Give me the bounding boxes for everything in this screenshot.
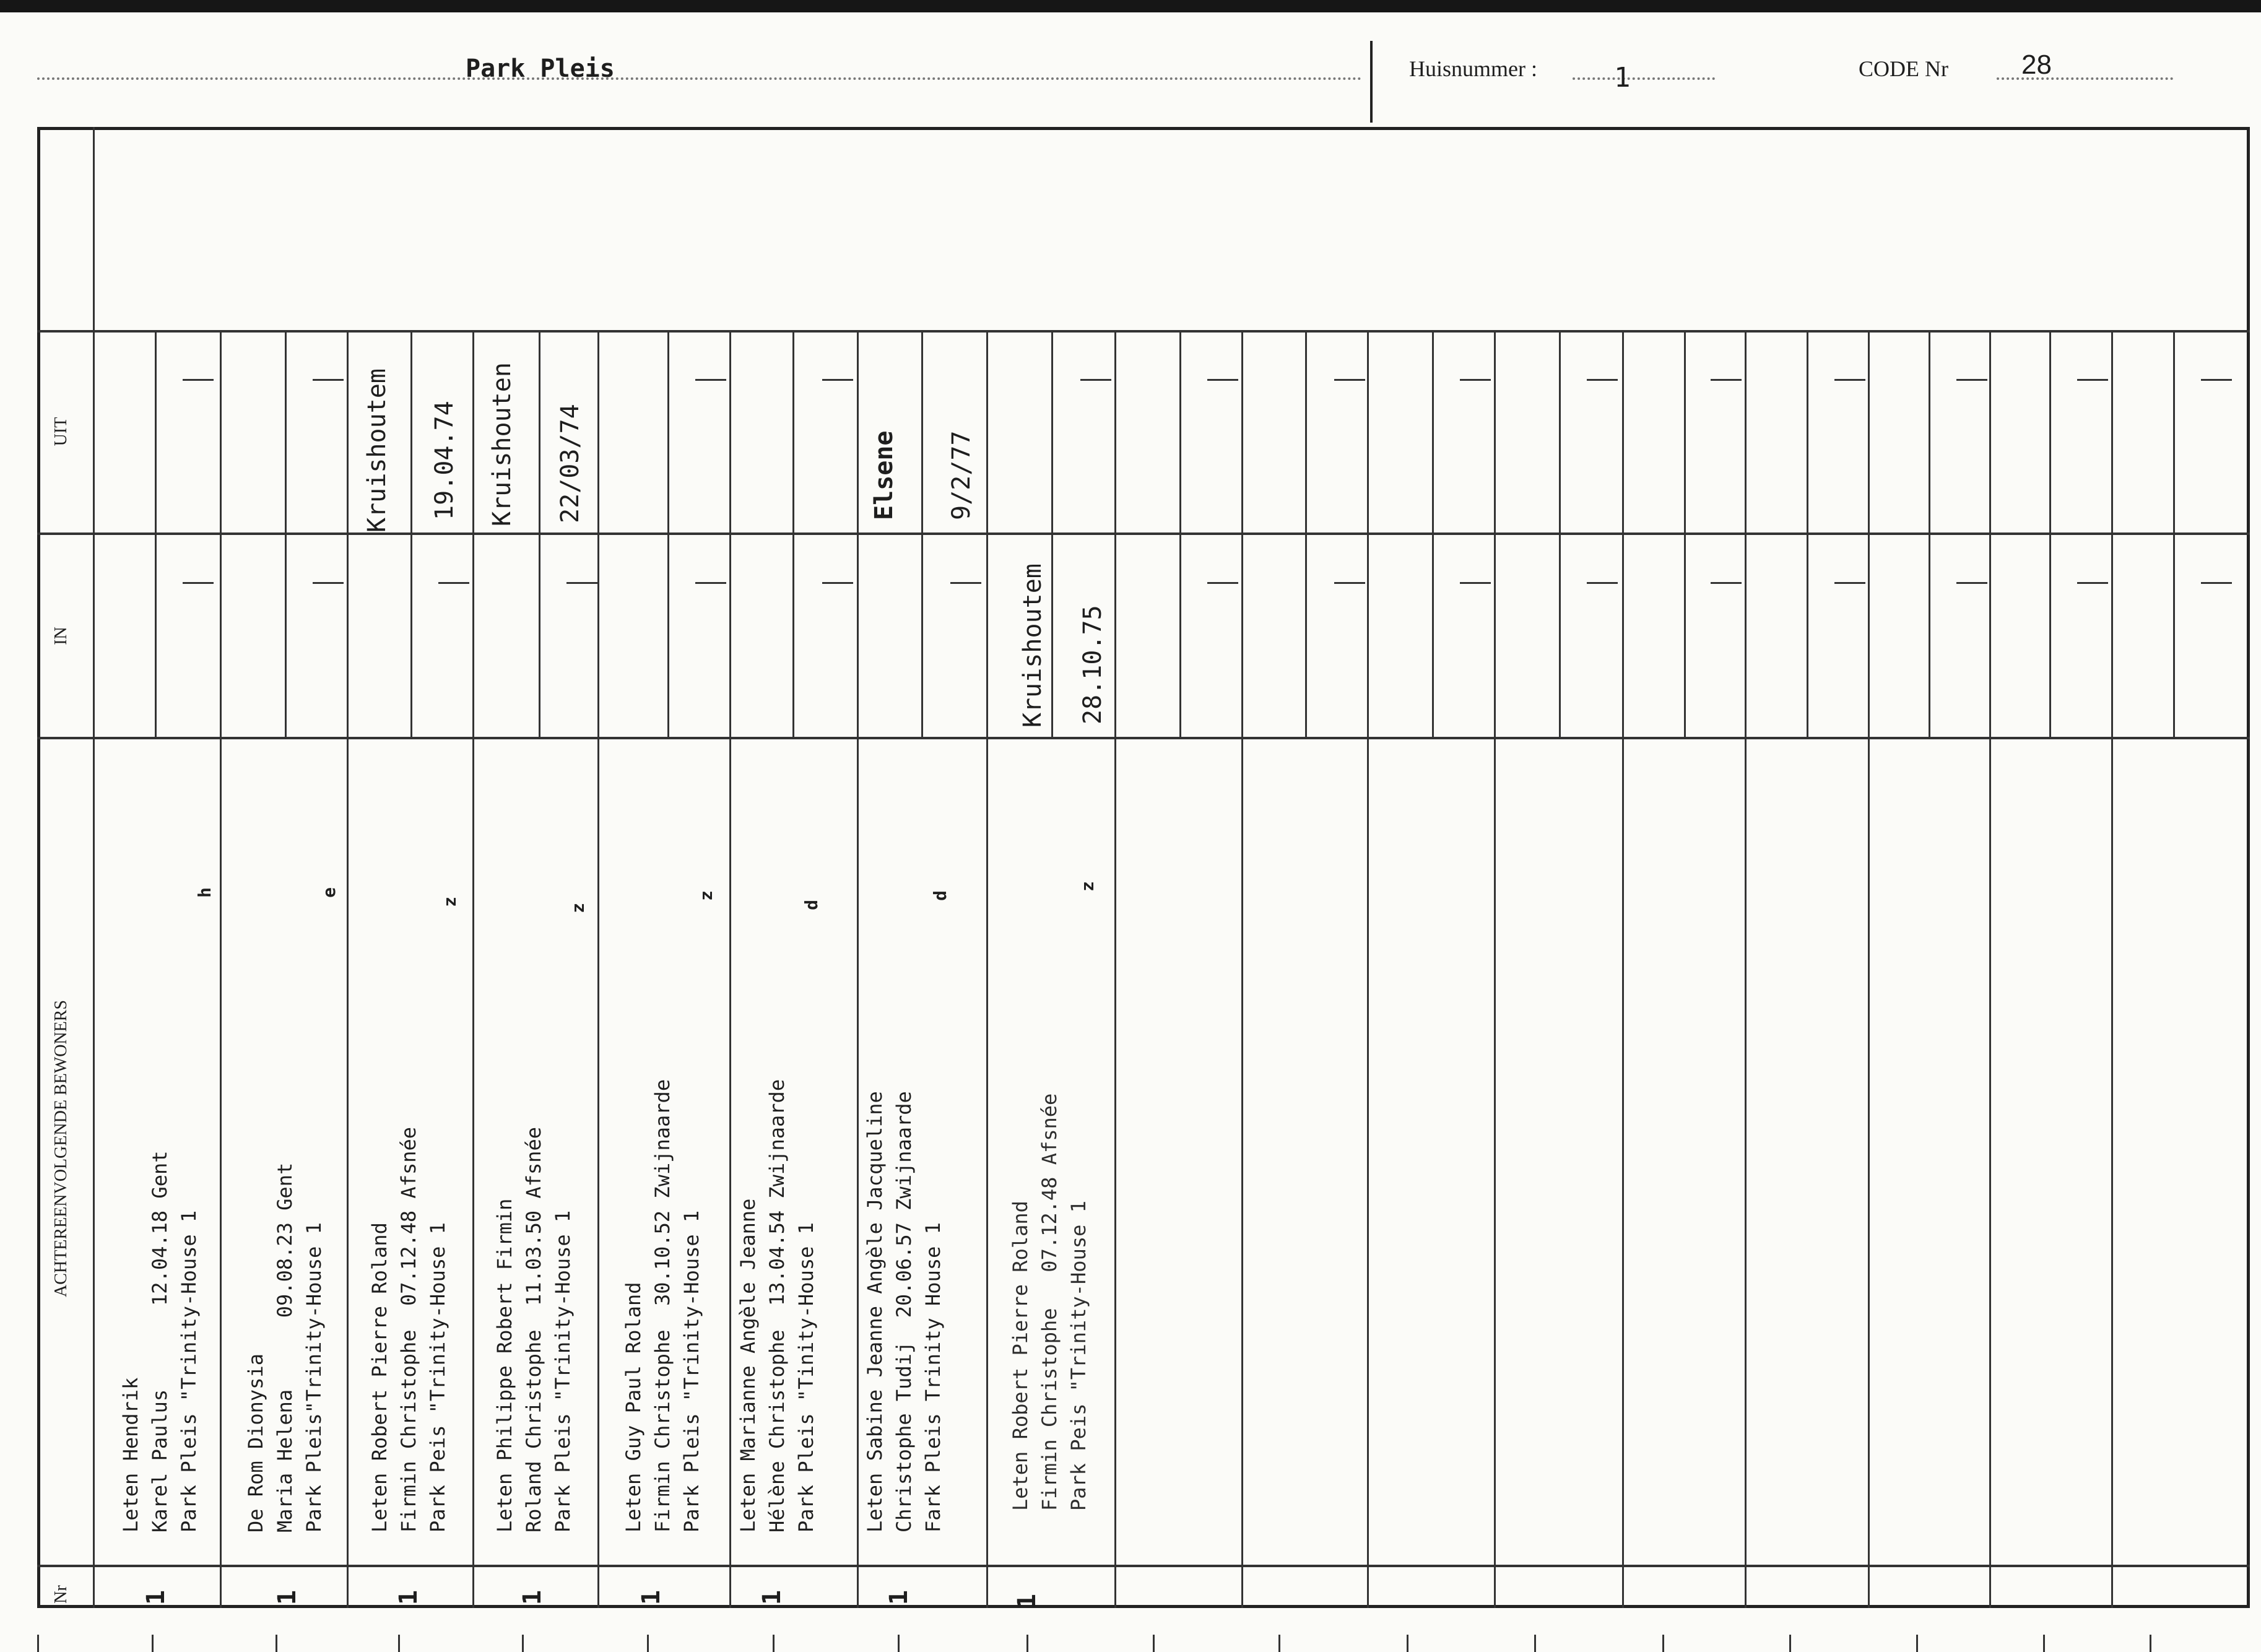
sub-column-line <box>1807 330 1808 737</box>
resident-line: Hélène Christophe 13.04.54 Zwijnaarde <box>765 1079 789 1532</box>
row-8-mark: z <box>1077 881 1098 892</box>
row-2-mark: e <box>318 887 339 898</box>
column-line <box>1868 330 1870 1608</box>
sub-column-line <box>921 330 923 737</box>
empty-dash <box>695 582 726 584</box>
resident-line: De Rom Dionysia <box>244 1354 267 1532</box>
bottom-tick <box>522 1635 524 1652</box>
bottom-tick <box>1026 1635 1028 1652</box>
row-7-uit-place: Elsene <box>870 430 898 520</box>
resident-line: Park Pleis "Tinity-House 1 <box>794 1222 818 1532</box>
empty-dash <box>1587 379 1618 381</box>
column-line <box>1745 330 1747 1608</box>
column-line <box>1114 330 1116 1608</box>
resident-line: Christophe Tudij 20.06.57 Zwijnaarde <box>892 1091 916 1532</box>
uit-label: UIT <box>51 417 71 446</box>
row-6-mark: d <box>801 900 822 910</box>
sub-column-line <box>2049 330 2051 737</box>
header-separator <box>1370 41 1373 123</box>
column-line <box>347 330 349 1608</box>
bottom-tick <box>152 1635 154 1652</box>
empty-dash <box>1080 379 1111 381</box>
column-line <box>1367 330 1369 1608</box>
house-number-value: 1 <box>1614 62 1631 93</box>
street-name: Park Pleis <box>466 54 615 83</box>
bottom-tick <box>276 1635 277 1652</box>
row-7-resident <box>861 1091 948 1532</box>
empty-dash <box>1834 379 1865 381</box>
empty-dash <box>1956 582 1987 584</box>
resident-line: Leten Hendrik <box>119 1377 142 1532</box>
sub-column-line <box>285 330 287 737</box>
resident-line: Leten Robert Pierre Roland <box>368 1222 391 1532</box>
row-6-nr: 1 <box>758 1589 787 1606</box>
resident-line: Firmin Christophe 07.12.48 Afsnée <box>1038 1093 1061 1511</box>
sub-column-line <box>792 330 794 737</box>
empty-dash <box>1460 582 1491 584</box>
empty-dash <box>1587 582 1618 584</box>
empty-dash <box>1711 379 1742 381</box>
sub-column-line <box>1432 330 1434 737</box>
resident-line: Leten Guy Paul Roland <box>622 1282 645 1532</box>
row-6-resident <box>734 1079 821 1532</box>
sub-column-line <box>2173 330 2175 737</box>
row-3-uit-place: Kruishoutem <box>363 368 391 533</box>
bottom-tick <box>37 1635 39 1652</box>
sub-column-line <box>1559 330 1561 737</box>
empty-dash <box>1834 582 1865 584</box>
column-line <box>729 330 731 1608</box>
empty-dash <box>1334 582 1365 584</box>
bottom-tick <box>398 1635 400 1652</box>
bottom-tick <box>647 1635 649 1652</box>
row-8-nr: 1 <box>1013 1593 1042 1609</box>
resident-line: Firmin Christophe 30.10.52 Zwijnaarde <box>651 1079 674 1532</box>
column-line <box>1989 330 1991 1608</box>
empty-dash <box>1207 582 1238 584</box>
empty-dash <box>2201 379 2232 381</box>
code-number-value: 28 <box>2021 50 2052 80</box>
sub-column-line <box>667 330 669 737</box>
empty-dash <box>950 582 981 584</box>
row-5-resident <box>619 1079 706 1532</box>
resident-line: Leten Sabine Jeanne Angèle Jacqueline <box>863 1091 887 1532</box>
bottom-tick <box>1662 1635 1664 1652</box>
empty-dash <box>1207 379 1238 381</box>
sub-column-line <box>155 330 157 737</box>
bottom-tick <box>898 1635 900 1652</box>
empty-dash <box>695 379 726 381</box>
empty-dash <box>1711 582 1742 584</box>
resident-line: Maria Helena 09.08.23 Gent <box>273 1162 297 1532</box>
resident-line: Karel Paulus 12.04.18 Gent <box>148 1150 171 1532</box>
resident-line: Park Pleis"Trinity-House 1 <box>302 1222 326 1532</box>
bottom-tick <box>1153 1635 1155 1652</box>
sub-column-line <box>1305 330 1307 737</box>
resident-line: Park Pleis "Trinity-House 1 <box>551 1210 575 1532</box>
empty-dash <box>1956 379 1987 381</box>
empty-dash <box>183 379 214 381</box>
row-7-uit-date: 9/2/77 <box>947 430 976 520</box>
row-2-nr: 1 <box>273 1589 302 1606</box>
row-4-uit-date: 22/03/74 <box>556 404 584 523</box>
resident-line: Firmin Christophe 07.12.48 Afsnée <box>397 1126 420 1532</box>
sub-column-line <box>1051 330 1053 737</box>
house-number-dotted-line <box>1573 77 1715 80</box>
sub-column-line <box>539 330 540 737</box>
resident-line: Leten Philippe Robert Firmin <box>493 1198 516 1532</box>
column-line <box>2111 330 2113 1608</box>
in-residents-divider <box>37 737 2250 739</box>
empty-dash <box>822 379 853 381</box>
empty-dash <box>566 582 597 584</box>
sub-column-line <box>1684 330 1686 737</box>
resident-line: Leten Robert Pierre Roland <box>1009 1201 1032 1511</box>
column-line <box>1241 330 1243 1608</box>
resident-line: Fark Pleis Trinity House 1 <box>921 1222 945 1532</box>
column-line <box>857 330 859 1608</box>
bottom-tick <box>1534 1635 1536 1652</box>
resident-line: Park Pleis "Trinity-House 1 <box>680 1210 703 1532</box>
house-number-label: Huisnummer : <box>1409 56 1537 81</box>
row-4-nr: 1 <box>518 1589 547 1606</box>
empty-dash <box>313 582 344 584</box>
empty-dash <box>2077 379 2108 381</box>
column-line <box>986 330 988 1608</box>
top-edge <box>0 0 2261 12</box>
row-7-nr: 1 <box>885 1589 914 1606</box>
code-label: CODE Nr <box>1859 56 1948 81</box>
bottom-tick <box>1407 1635 1408 1652</box>
row-3-resident <box>365 1127 453 1532</box>
row-8-in-place: Kruishoutem <box>1018 563 1047 728</box>
resident-line: Roland Christophe 11.03.50 Afsnée <box>522 1126 545 1532</box>
row-4-uit-place: Kruishouten <box>488 362 516 526</box>
column-line <box>597 330 599 1608</box>
bottom-tick <box>1278 1635 1280 1652</box>
residents-nr-divider <box>37 1565 2250 1567</box>
empty-dash <box>438 582 469 584</box>
row-3-mark: z <box>439 897 460 907</box>
row-4-mark: z <box>567 903 588 913</box>
resident-line: Park Pleis "Trinity-House 1 <box>177 1210 201 1532</box>
column-line <box>472 330 474 1608</box>
uit-in-divider <box>37 533 2250 535</box>
label-column-line <box>93 127 95 1608</box>
row-2-resident <box>241 1163 329 1532</box>
empty-dash <box>1334 379 1365 381</box>
bottom-tick <box>2150 1635 2151 1652</box>
sub-column-line <box>410 330 412 737</box>
empty-dash <box>183 582 214 584</box>
empty-dash <box>822 582 853 584</box>
bottom-tick <box>1916 1635 1918 1652</box>
row-4-resident <box>490 1127 578 1532</box>
resident-line: Park Peis "Trinity-House 1 <box>426 1222 449 1532</box>
row-3-nr: 1 <box>394 1589 423 1606</box>
residents-label: ACHTEREENVOLGENDE BEWONERS <box>51 1000 71 1297</box>
nr-label: Nr <box>51 1585 71 1604</box>
bottom-tick <box>2043 1635 2045 1652</box>
row-1-resident <box>116 1151 204 1533</box>
bottom-tick <box>773 1635 775 1652</box>
sub-column-line <box>1179 330 1181 737</box>
row-7-mark: d <box>929 890 950 901</box>
column-line <box>1494 330 1496 1608</box>
in-label: IN <box>51 627 71 645</box>
empty-dash <box>1460 379 1491 381</box>
row-5-mark: z <box>695 890 716 901</box>
empty-dash <box>2077 582 2108 584</box>
top-divider <box>37 330 2250 333</box>
column-line <box>220 330 222 1608</box>
empty-dash <box>2201 582 2232 584</box>
row-5-nr: 1 <box>637 1589 666 1606</box>
bottom-tick <box>1789 1635 1791 1652</box>
row-1-nr: 1 <box>142 1589 171 1606</box>
sub-column-line <box>1929 330 1930 737</box>
row-8-in-date: 28.10.75 <box>1078 605 1107 724</box>
row-1-mark: h <box>194 887 215 898</box>
row-8-resident <box>1006 1093 1093 1511</box>
resident-line: Park Peis "Trinity-House 1 <box>1067 1201 1090 1511</box>
empty-dash <box>313 379 344 381</box>
column-line <box>1622 330 1624 1608</box>
resident-line: Leten Marianne Angèle Jeanne <box>736 1198 760 1532</box>
row-3-uit-date: 19.04.74 <box>430 401 459 520</box>
street-dotted-line <box>37 77 1362 80</box>
